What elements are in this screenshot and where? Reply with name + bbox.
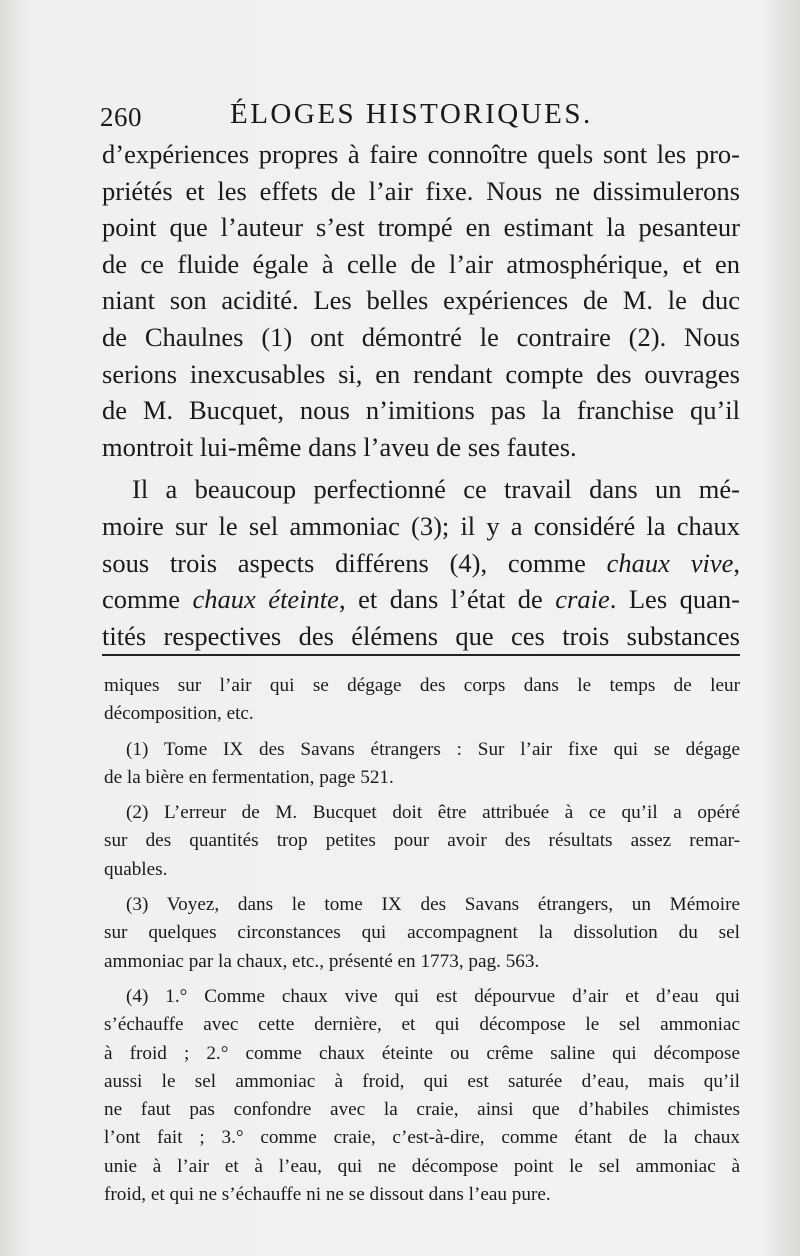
footnote-rule (102, 654, 740, 656)
text-line: Il a beaucoup perfectionné ce travail dans un mé- (132, 474, 740, 505)
text-fragment: . Les quan- (609, 584, 740, 615)
footnote-line: froid, et qui ne s’échauffe ni ne se dissout dans l’eau pure. (104, 1184, 551, 1206)
text-line: moire sur le sel ammoniac (3); il y a considéré la chaux (102, 510, 740, 541)
page-header (100, 98, 740, 138)
text-line: niant son acidité. Les belles expériences de M. le duc (102, 285, 740, 316)
footnote-continuation (104, 672, 740, 729)
text-line: d’expériences propres à faire connoître quels sont les pro- (102, 139, 740, 169)
italic-term: chaux vive (606, 547, 734, 578)
page-number: 260 (100, 102, 142, 132)
footnote-4 (104, 983, 740, 1209)
main-text (102, 136, 740, 654)
footnote-line: à froid ; 2.° comme chaux éteinte ou crême saline qui décompose (104, 1042, 740, 1064)
paragraph-1 (102, 136, 740, 465)
paragraph-2 (102, 471, 740, 654)
text-line (102, 545, 740, 582)
text-fragment: sous trois aspects différens (4), comme (102, 547, 607, 578)
text-line: point que l’auteur s’est trompé en estimant la pesanteur (102, 212, 740, 243)
footnote-3 (104, 891, 740, 976)
footnote-line: (1) Tome IX des Savans étrangers : Sur l’air fixe qui se dégage (126, 738, 740, 760)
text-fragment: comme (102, 584, 193, 615)
footnote-line: l’ont fait ; 3.° comme craie, c’est-à-dire, comme étant de la chaux (104, 1127, 740, 1149)
text-fragment: , (733, 547, 740, 578)
running-title: ÉLOGES HISTORIQUES. (230, 98, 593, 130)
text-line: tités respectives des élémens que ces trois substances (102, 620, 740, 651)
footnote-line: quables. (104, 858, 168, 880)
text-line: priétés et les effets de l’air fixe. Nous ne dissimulerons (102, 175, 740, 206)
italic-term: craie (555, 584, 610, 615)
footnote-line: (4) 1.° Comme chaux vive qui est dépourvue d’air et d’eau qui (126, 985, 740, 1007)
footnote-line: ne faut pas confondre avec la craie, ainsi que d’habiles chimistes (104, 1099, 740, 1121)
footnote-line: (3) Voyez, dans le tome IX des Savans étrangers, un Mémoire (126, 894, 740, 916)
text-line: de ce fluide égale à celle de l’air atmosphérique, et en (102, 248, 740, 279)
footnote-line: décomposition, etc. (104, 703, 254, 725)
footnote-line: s’échauffe avec cette dernière, et qui décompose le sel ammoniac (104, 1014, 740, 1036)
footnote-line: ammoniac par la chaux, etc., présenté en 1773, pag. 563. (104, 950, 540, 972)
footnote-line: unie à l’air et à l’eau, qui ne décompose point le sel ammoniac à (104, 1155, 740, 1177)
text-line (102, 581, 740, 618)
italic-term: chaux éteinte (192, 584, 339, 615)
footnote-line: sur quelques circonstances qui accompagnent la dissolution du sel (104, 922, 740, 944)
footnotes (104, 672, 740, 1216)
text-line: serions inexcusables si, en rendant compte des ouvrages (102, 358, 740, 389)
text-line: de Chaulnes (1) ont démontré le contraire (2). Nous (102, 321, 740, 352)
footnote-line: aussi le sel ammoniac à froid, qui est saturée d’eau, mais qu’il (104, 1070, 740, 1092)
text-line: montroit lui-même dans l’aveu de ses fautes. (102, 431, 577, 462)
footnote-2 (104, 799, 740, 884)
footnote-line: de la bière en fermentation, page 521. (104, 766, 394, 788)
footnote-1 (104, 736, 740, 793)
text-fragment: , et dans l’état de (338, 584, 556, 615)
footnote-line: (2) L’erreur de M. Bucquet doit être attribuée à ce qu’il a opéré (126, 802, 740, 824)
footnote-line: miques sur l’air qui se dégage des corps dans le temps de leur (104, 675, 740, 696)
text-line: de M. Bucquet, nous n’imitions pas la franchise qu’il (102, 395, 740, 426)
footnote-line: sur des quantités trop petites pour avoir des résultats assez remar- (104, 830, 740, 852)
